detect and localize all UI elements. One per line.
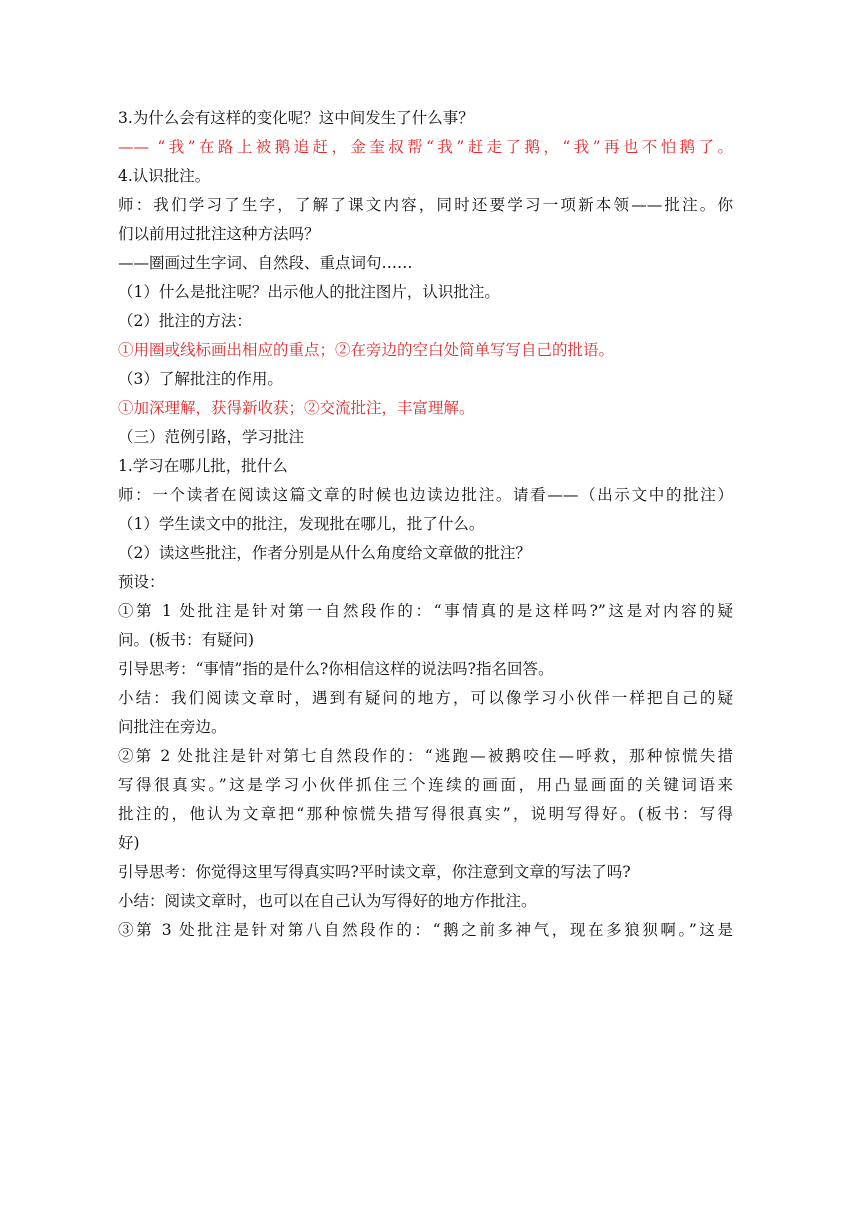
text-line: （1）学生读文中的批注，发现批在哪儿，批了什么。: [118, 515, 485, 533]
text-line: 3.为什么会有这样的变化呢？这中间发生了什么事？: [118, 109, 474, 127]
text-line: 1.学习在哪儿批，批什么: [118, 457, 288, 475]
text-line: 批注的，他认为文章把“那种惊慌失措写得很真实”，说明写得好。(板书：写得: [118, 805, 733, 823]
text-line: 问批注在旁边。: [118, 718, 227, 736]
text-line: （三）范例引路，学习批注: [118, 428, 305, 446]
text-line: 们以前用过批注这种方法吗？: [118, 225, 320, 243]
text-line: 好): [118, 834, 140, 852]
text-line: ——圈画过生字词、自然段、重点词句……: [118, 254, 413, 272]
text-line: ②第 2 处批注是针对第七自然段作的：“逃跑—被鹅咬住—呼救，那种惊慌失措: [118, 747, 733, 765]
document-body: [118, 104, 733, 945]
text-line: 引导思考：“事情”指的是什么?你相信这样的说法吗?指名回答。: [118, 660, 554, 678]
text-line: 师：一个读者在阅读这篇文章的时候也边读边批注。请看——（出示文中的批注）: [118, 486, 733, 504]
text-line: 4.认识批注。: [118, 167, 211, 185]
text-line: 预设：: [118, 573, 165, 591]
text-line: ③第 3 处批注是针对第八自然段作的：“鹅之前多神气，现在多狼狈啊。”这是: [118, 921, 733, 939]
text-line: （3）了解批注的作用。: [118, 370, 283, 388]
text-line: （2）读这些批注，作者分别是从什么角度给文章做的批注？: [118, 544, 531, 562]
text-line: 问。(板书：有疑问): [118, 631, 255, 649]
answer-line: ①加深理解，获得新收获；②交流批注，丰富理解。: [118, 399, 475, 417]
text-line: 师：我们学习了生字，了解了课文内容，同时还要学习一项新本领——批注。你: [118, 196, 733, 214]
text-line: 小结：阅读文章时，也可以在自己认为写得好的地方作批注。: [118, 892, 537, 910]
answer-line: —— “我”在路上被鹅追赶，金奎叔帮“我”赶走了鹅，“我”再也不怕鹅了。: [118, 138, 733, 156]
text-line: （2）批注的方法：: [118, 312, 252, 330]
text-line: 小结：我们阅读文章时，遇到有疑问的地方，可以像学习小伙伴一样把自己的疑: [118, 689, 733, 707]
answer-line: ①用圈或线标画出相应的重点；②在旁边的空白处简单写写自己的批语。: [118, 341, 615, 359]
text-line: （1）什么是批注呢？出示他人的批注图片，认识批注。: [118, 283, 500, 301]
text-line: 写得很真实。”这是学习小伙伴抓住三个连续的画面，用凸显画面的关键词语来: [118, 776, 733, 794]
text-line: 引导思考：你觉得这里写得真实吗?平时读文章，你注意到文章的写法了吗?: [118, 863, 631, 881]
text-line: ①第 1 处批注是针对第一自然段作的：“事情真的是这样吗?”这是对内容的疑: [118, 602, 733, 620]
